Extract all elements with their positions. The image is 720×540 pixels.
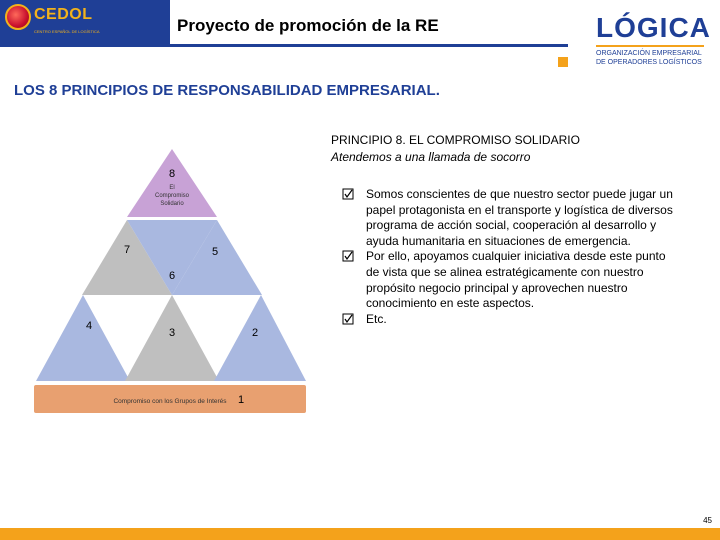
principle-title: PRINCIPIO 8. EL COMPROMISO SOLIDARIO (331, 133, 580, 147)
cedol-ball-icon (5, 4, 31, 30)
bullet-text: Somos conscientes de que nuestro sector puede jugar un papel protagonista en el transporte y logística de diversos programa de acción social, cooperación al desarrollo y ayuda humanitaria en situaciones de emergencia. (366, 187, 673, 248)
bullet-text: Por ello, apoyamos cualquier iniciativa desde este punto de vista que se alinea estratégicamente con nuestro propósito negocio principal y aprovechen nuestro conocimiento en este aspectos. (366, 249, 666, 311)
pyramid-top-label-2: Compromiso (154, 193, 190, 199)
pyramid-number-4: 4 (85, 320, 93, 332)
logica-subtitle-line-2: DE OPERADORES LOGÍSTICOS (596, 59, 702, 66)
cedol-name: CEDOL (34, 6, 93, 23)
pyramid-number-6: 6 (168, 270, 176, 282)
header-accent-square (558, 57, 568, 67)
bullet-text: Etc. (366, 311, 387, 326)
pyramid-base-label: Compromiso con los Grupos de Interés (113, 398, 227, 405)
cedol-logo (0, 0, 170, 44)
pyramid-triangle-4 (36, 295, 130, 381)
pyramid-top-label-1: El (169, 185, 175, 191)
pyramid-triangle-2 (214, 295, 306, 381)
pyramid-number-5: 5 (211, 246, 219, 258)
page-number: 45 (703, 516, 712, 525)
logica-underline (596, 45, 704, 47)
list-item (366, 187, 676, 249)
logica-logo (590, 10, 715, 70)
logica-subtitle-line-1: ORGANIZACIÓN EMPRESARIAL (596, 50, 702, 57)
footer-bar (0, 528, 720, 540)
pyramid-number-2: 2 (251, 327, 259, 339)
pyramid-number-8: 8 (168, 168, 176, 180)
checkbox-icon (342, 250, 354, 262)
logica-name: LÓGICA (596, 12, 711, 43)
checkbox-icon (342, 188, 354, 200)
logica-subtitle (596, 49, 716, 67)
list-item (366, 312, 676, 328)
cedol-subtitle: CENTRO ESPAÑOL DE LOGÍSTICA (34, 29, 100, 34)
principles-pyramid (30, 145, 310, 415)
page-title: Proyecto de promoción de la RE (177, 16, 439, 35)
section-title: LOS 8 PRINCIPIOS DE RESPONSABILIDAD EMPRESARIAL. (14, 82, 440, 99)
checkbox-icon (342, 313, 354, 325)
pyramid-top-label-3: Solidario (160, 201, 184, 207)
header-divider (0, 44, 568, 47)
pyramid-number-1: 1 (237, 394, 245, 406)
list-item (366, 249, 676, 311)
principle-subtitle: Atendemos a una llamada de socorro (331, 150, 531, 164)
pyramid-number-3: 3 (168, 327, 176, 339)
bullet-list (366, 187, 676, 327)
pyramid-number-7: 7 (123, 244, 131, 256)
